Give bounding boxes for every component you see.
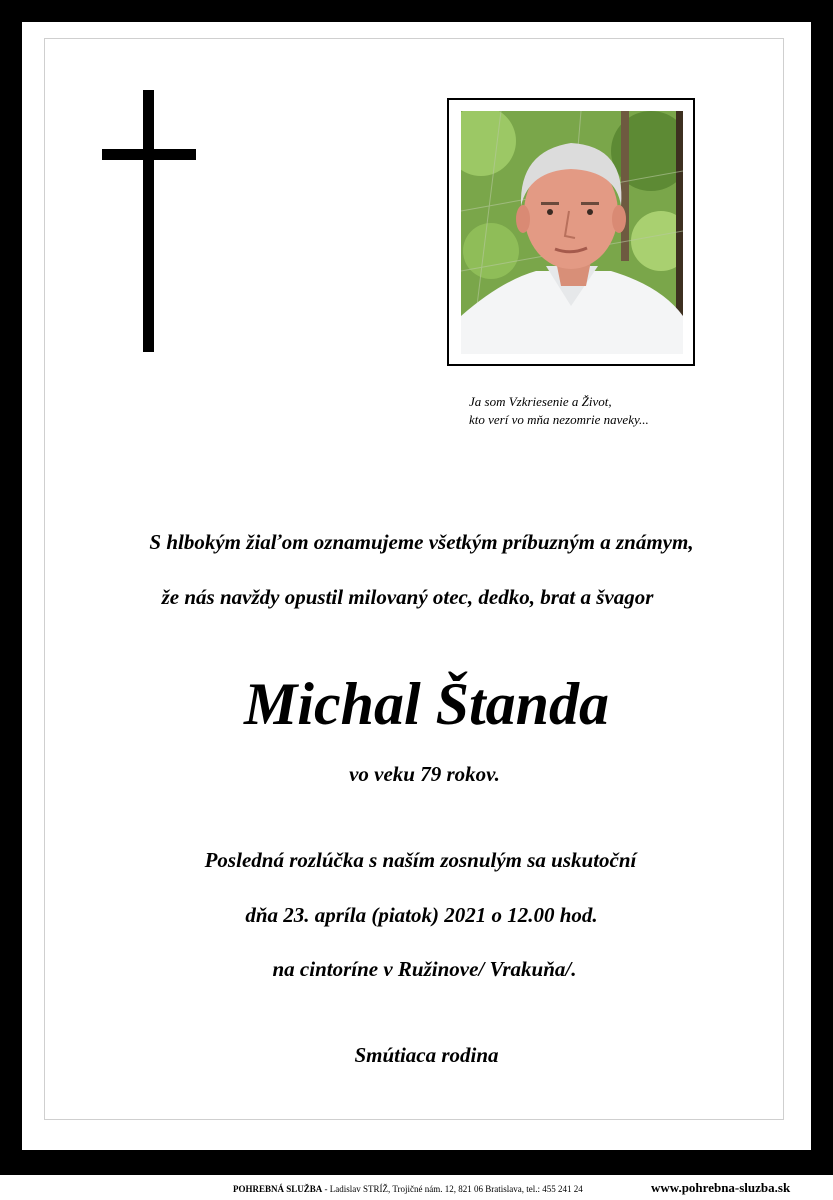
funeral-place: na cintoríne v Ružinove/ Vrakuňa/. <box>272 957 577 981</box>
footer-company: POHREBNÁ SLUŽBA <box>233 1184 323 1194</box>
intro-line-1: S hlbokým žiaľom oznamujeme všetkým príbuzným a známym, <box>149 530 694 554</box>
quote-line-1: Ja som Vzkriesenie a Život, <box>469 394 612 409</box>
quote-line-2: kto verí vo mňa nezomrie naveky... <box>469 412 649 427</box>
footer-details: - Ladislav STRÍŽ, Trojičné nám. 12, 821 06 Bratislava, tel.: 455 241 24 <box>322 1184 583 1194</box>
funeral-line-1: Posledná rozlúčka s naším zosnulým sa uskutoční <box>204 848 637 872</box>
portrait-frame <box>447 98 695 366</box>
deceased-age: vo veku 79 rokov. <box>349 762 500 786</box>
cross-icon-bar <box>102 149 196 160</box>
portrait-photo <box>461 111 683 354</box>
deceased-name: Michal Štanda <box>243 671 610 737</box>
funeral-date: dňa 23. apríla (piatok) 2021 o 12.00 hod. <box>245 903 598 927</box>
cross-icon <box>143 90 154 352</box>
bible-quote <box>469 393 649 429</box>
footer-website-link[interactable]: www.pohrebna-sluzba.sk <box>651 1180 791 1195</box>
signature: Smútiaca rodina <box>354 1043 499 1067</box>
intro-line-2: že nás navždy opustil milovaný otec, dedko, brat a švagor <box>161 585 654 609</box>
footer-contact <box>233 1184 583 1194</box>
